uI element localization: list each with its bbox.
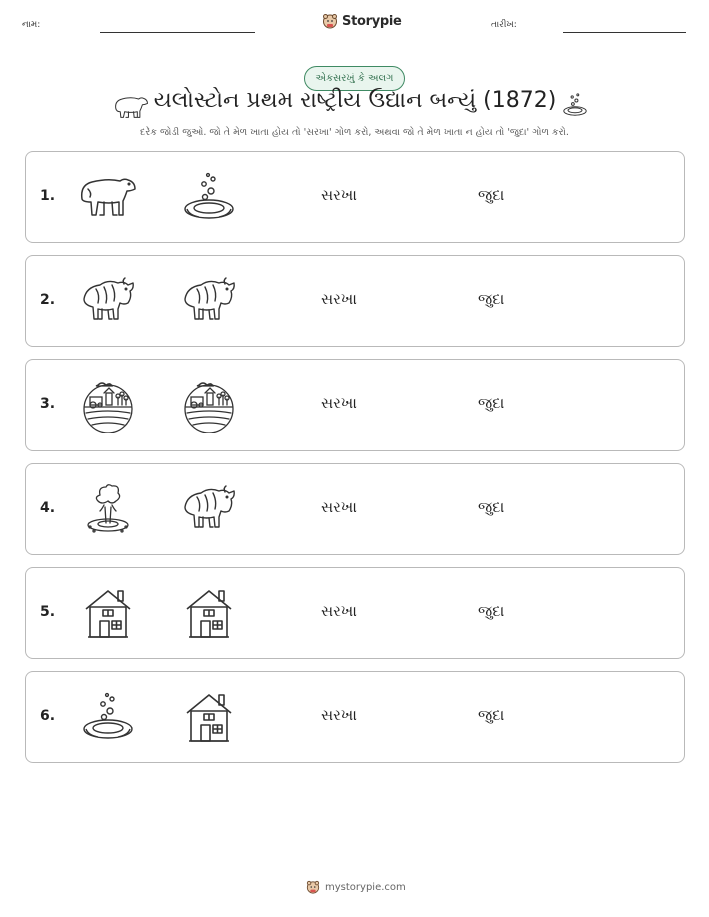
footer: [306, 880, 406, 894]
storypie-logo: [322, 13, 402, 29]
pair-row: [25, 151, 685, 243]
name-label: નામ:: [22, 20, 41, 30]
footer-url[interactable]: mystorypie.com: [325, 881, 406, 893]
pair-row: [25, 255, 685, 347]
same-option[interactable]: સરખા: [321, 602, 357, 620]
pair-row: [25, 463, 685, 555]
different-option[interactable]: જુદા: [478, 394, 505, 412]
same-option[interactable]: સરખા: [321, 394, 357, 412]
bear-icon: [112, 92, 150, 120]
same-option[interactable]: સરખા: [321, 290, 357, 308]
farm-icon: [78, 377, 138, 433]
hot-spring-icon: [179, 169, 239, 225]
bison-icon: [179, 481, 239, 537]
geyser-icon: [78, 481, 138, 537]
same-option[interactable]: સરખા: [321, 706, 357, 724]
bear-icon: [78, 169, 138, 225]
same-option[interactable]: સરખા: [321, 498, 357, 516]
house-icon: [179, 585, 239, 641]
activity-type-badge: એકસરખું કે અલગ: [304, 66, 405, 91]
same-option[interactable]: સરખા: [321, 186, 357, 204]
different-option[interactable]: જુદા: [478, 706, 505, 724]
different-option[interactable]: જુદા: [478, 498, 505, 516]
bison-icon: [78, 273, 138, 329]
different-option[interactable]: જુદા: [478, 602, 505, 620]
pair-row: [25, 359, 685, 451]
row-number: 4.: [40, 500, 56, 516]
row-number: 3.: [40, 396, 56, 412]
different-option[interactable]: જુદા: [478, 186, 505, 204]
pair-row: [25, 671, 685, 763]
pair-row: [25, 567, 685, 659]
worksheet-title: યલોસ્ટોન પ્રથમ રાષ્ટ્રીય ઉદ્યાન બન્યું (1872): [153, 88, 557, 113]
row-number: 2.: [40, 292, 56, 308]
bison-icon: [179, 273, 239, 329]
hot-spring-icon: [78, 689, 138, 745]
different-option[interactable]: જુદા: [478, 290, 505, 308]
brand-name: Storypie: [342, 13, 402, 29]
row-number: 5.: [40, 604, 56, 620]
date-line[interactable]: [563, 32, 686, 33]
instructions: દરેક જોડી જુઓ. જો તે મેળ ખાતા હોય તો 'સરખા' ગોળ કરો, અથવા જો તે મેળ ખાતા ન હોય તો 'જુદા' ગોળ કરો.: [140, 127, 569, 138]
name-line[interactable]: [100, 32, 255, 33]
row-number: 6.: [40, 708, 56, 724]
row-number: 1.: [40, 188, 56, 204]
storypie-mascot-icon: [322, 13, 338, 29]
house-icon: [78, 585, 138, 641]
date-label: તારીખ:: [491, 20, 517, 30]
house-icon: [179, 689, 239, 745]
storypie-mascot-icon: [306, 880, 320, 894]
farm-icon: [179, 377, 239, 433]
hot-spring-icon: [561, 90, 589, 118]
